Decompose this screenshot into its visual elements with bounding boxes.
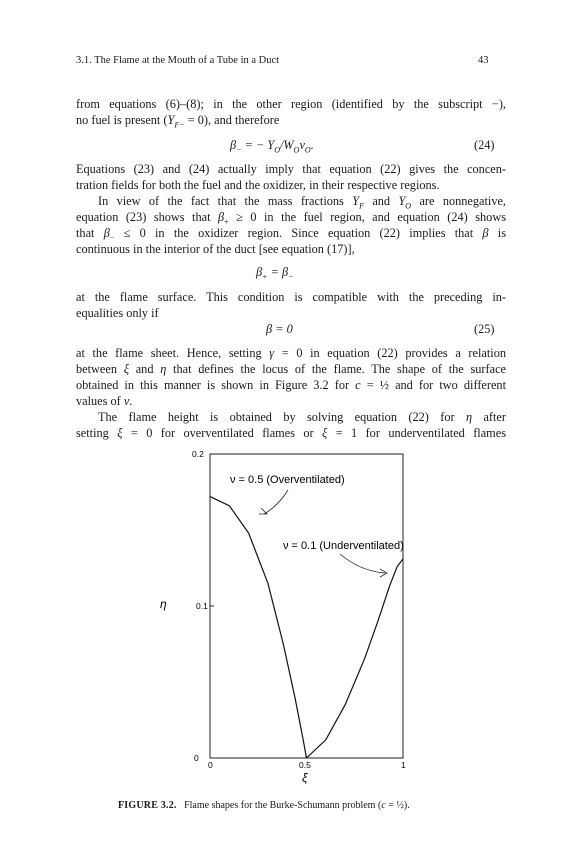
equation-24: $\beta_-$ = − $Y_O/W_Ov_O$. [230, 138, 314, 155]
body-line-12: between ξ and η that defines the locus of the flame. The shape of the surface [76, 362, 506, 376]
equation-24-number: (24) [474, 138, 495, 152]
body-line-8: continuous in the interior of the duct [see equation (17)], [76, 242, 355, 256]
annotation-underventilated: ν = 0.1 (Underventilated) [283, 540, 404, 552]
body-line-5: In view of the fact that the mass fractions $Y_F$ and $Y_O$ are nonnegative, [98, 194, 506, 211]
body-line-1: from equations (6)–(8); in the other region (identified by the subscript −), [76, 97, 506, 111]
body-line-2: no fuel is present $(Y_{F-} = 0)$, and therefore [76, 113, 280, 130]
figure-caption-label: FIGURE 3.2. [118, 800, 177, 811]
leader-line-overventilated [264, 490, 288, 514]
leader-arrow-overventilated [259, 508, 267, 514]
y-axis-label: η [160, 597, 167, 611]
body-line-10: equalities only if [76, 306, 159, 320]
body-line-7: that $\beta_- \le 0$ in the oxidizer region. Since equation (22) implies that β is [76, 226, 507, 243]
body-line-4: tration fields for both the fuel and the oxidizer, in their respective regions. [76, 178, 440, 192]
body-line-16: setting ξ = 0 for overventilated flames or ξ = 1 for underventilated flames [76, 426, 506, 440]
y-tick-label-0.1: 0.1 [196, 601, 208, 611]
x-axis-label: ξ [302, 771, 308, 785]
body-line-15: The flame height is obtained by solving equation (22) for η after [98, 410, 506, 424]
equation-beta-continuity: $\beta_+ = \beta_-$ [256, 265, 294, 282]
figure-caption-text: Flame shapes for the Burke-Schumann problem (c = ½). [184, 800, 410, 811]
plot-frame [210, 454, 403, 758]
y-tick-label-0: 0 [194, 753, 199, 763]
figure-3-2-plot [150, 448, 430, 788]
series-line-overventilated [210, 497, 307, 758]
body-line-13: obtained in this manner is shown in Figure 3.2 for c = ½ and for two different [76, 378, 507, 392]
page-number: 43 [478, 55, 489, 66]
x-tick-label-0: 0 [208, 760, 213, 770]
body-line-6: equation (23) shows that $\beta_+ \ge 0$ in the fuel region, and equation (24) shows [76, 210, 506, 227]
annotation-overventilated: ν = 0.5 (Overventilated) [230, 474, 345, 486]
figure-caption [118, 800, 410, 811]
body-line-11: at the flame sheet. Hence, setting γ = 0 in equation (22) provides a relation [76, 346, 506, 360]
body-line-14: values of ν. [76, 394, 133, 408]
body-line-3: Equations (23) and (24) actually imply that equation (22) gives the concen- [76, 162, 506, 176]
x-tick-label-0.5: 0.5 [299, 760, 311, 770]
equation-25: β = 0 [266, 322, 293, 336]
equation-25-number: (25) [474, 322, 495, 336]
y-tick-label-0.2: 0.2 [192, 449, 204, 459]
leader-line-underventilated [340, 554, 385, 573]
x-tick-label-1: 1 [401, 760, 406, 770]
running-header-section: 3.1. The Flame at the Mouth of a Tube in a Duct [76, 55, 280, 66]
body-line-9: at the flame surface. This condition is compatible with the preceding in- [76, 290, 506, 304]
series-line-underventilated [307, 559, 404, 758]
